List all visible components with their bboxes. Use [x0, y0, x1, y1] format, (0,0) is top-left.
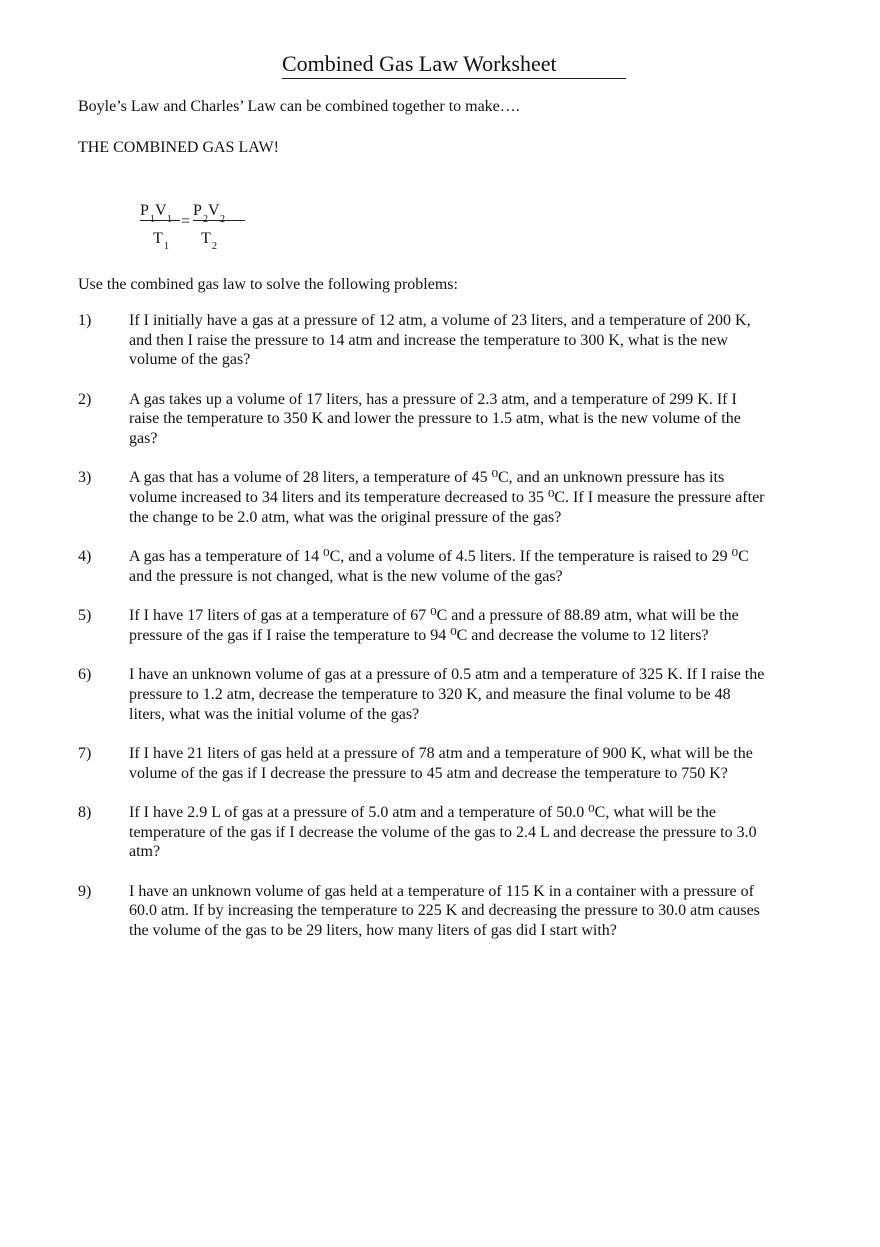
problem-item [78, 803, 768, 862]
problem-item [78, 606, 768, 645]
problem-item [78, 882, 768, 941]
formula-v1: V [155, 202, 167, 219]
problem-text: If I have 17 liters of gas at a temperature of 67 ⁰C and a pressure of 88.89 atm, what will be the pressure of the gas if I raise the temperature to 94 ⁰C and decrease the volume to 12 liters? [129, 607, 739, 644]
problem-text: A gas that has a volume of 28 liters, a temperature of 45 ⁰C, and an unknown pressure has its volume increased to 34 liters and its temperature decreased to 35 ⁰C. If I measure the pressure after the change to be 2.0 atm, what was the original pressure of the gas? [129, 469, 765, 526]
problem-number: 7) [78, 744, 92, 762]
formula-equals: = [181, 213, 191, 230]
formula-v2: V [208, 202, 220, 219]
problem-list [78, 311, 768, 960]
problem-number: 2) [78, 390, 92, 408]
formula-p2: P [193, 202, 202, 219]
problem-number: 3) [78, 469, 92, 487]
problem-text: If I initially have a gas at a pressure of 12 atm, a volume of 23 liters, and a temperature of 200 K, and then I raise the pressure to 14 atm and increase the temperature to 300 K, what is the new volume of the gas? [129, 312, 751, 369]
problem-number: 8) [78, 803, 92, 821]
formula-t1-subscript: 1 [164, 241, 169, 252]
problem-text: If I have 2.9 L of gas at a pressure of 5.0 atm and a temperature of 50.0 ⁰C, what will be the temperature of the gas if I decrease the volume of the gas to 2.4 L and decrease the pressure to 3.0 atm? [129, 803, 757, 861]
problem-item [78, 390, 768, 449]
combined-gas-law-formula [138, 196, 268, 266]
problem-text: A gas takes up a volume of 17 liters, has a pressure of 2.3 atm, and a temperature of 299 K. If I raise the temperature to 350 K and lower the pressure to 1.5 atm, what is the new volume of the gas? [129, 390, 741, 448]
problem-text: I have an unknown volume of gas at a pressure of 0.5 atm and a temperature of 325 K. If I raise the pressure to 1.2 atm, decrease the temperature to 320 K, and measure the final volume to be 48 liters, what was the initial volume of the gas? [129, 666, 765, 723]
problem-text: If I have 21 liters of gas held at a pressure of 78 atm and a temperature of 900 K, what will be the volume of the gas if I decrease the pressure to 45 atm and decrease the temperature to 750 K? [129, 744, 753, 782]
formula-t2-subscript: 2 [212, 241, 217, 252]
problem-text: A gas has a temperature of 14 ⁰C, and a volume of 4.5 liters. If the temperature is raised to 29 ⁰C and the pressure is not changed, what is the new volume of the gas? [129, 548, 749, 585]
page-title: Combined Gas Law Worksheet [282, 50, 626, 79]
problem-text: I have an unknown volume of gas held at a temperature of 115 K in a container with a pressure of 60.0 atm. If by increasing the temperature to 225 K and decreasing the pressure to 30.0 atm causes the volume of the gas to be 29 liters, how many liters of gas did I start with? [129, 882, 760, 939]
problem-number: 1) [78, 312, 92, 329]
problem-item [78, 744, 768, 783]
problem-number: 9) [78, 882, 92, 900]
formula-fraction-bar-right [193, 220, 245, 221]
problem-number: 5) [78, 607, 92, 625]
problem-number: 6) [78, 666, 92, 684]
problem-item [78, 311, 768, 370]
instructions-text: Use the combined gas law to solve the following problems: [78, 276, 458, 293]
formula-t2: T [201, 230, 211, 247]
formula-p1: P [140, 202, 149, 219]
problem-number: 4) [78, 548, 92, 566]
problem-item [78, 547, 768, 586]
problem-item [78, 665, 768, 724]
intro-text: Boyle’s Law and Charles’ Law can be combined together to make…. [78, 98, 520, 115]
problem-item [78, 468, 768, 527]
formula-t1: T [153, 230, 163, 247]
formula-fraction-bar-left [140, 220, 180, 221]
section-heading: THE COMBINED GAS LAW! [78, 139, 279, 156]
